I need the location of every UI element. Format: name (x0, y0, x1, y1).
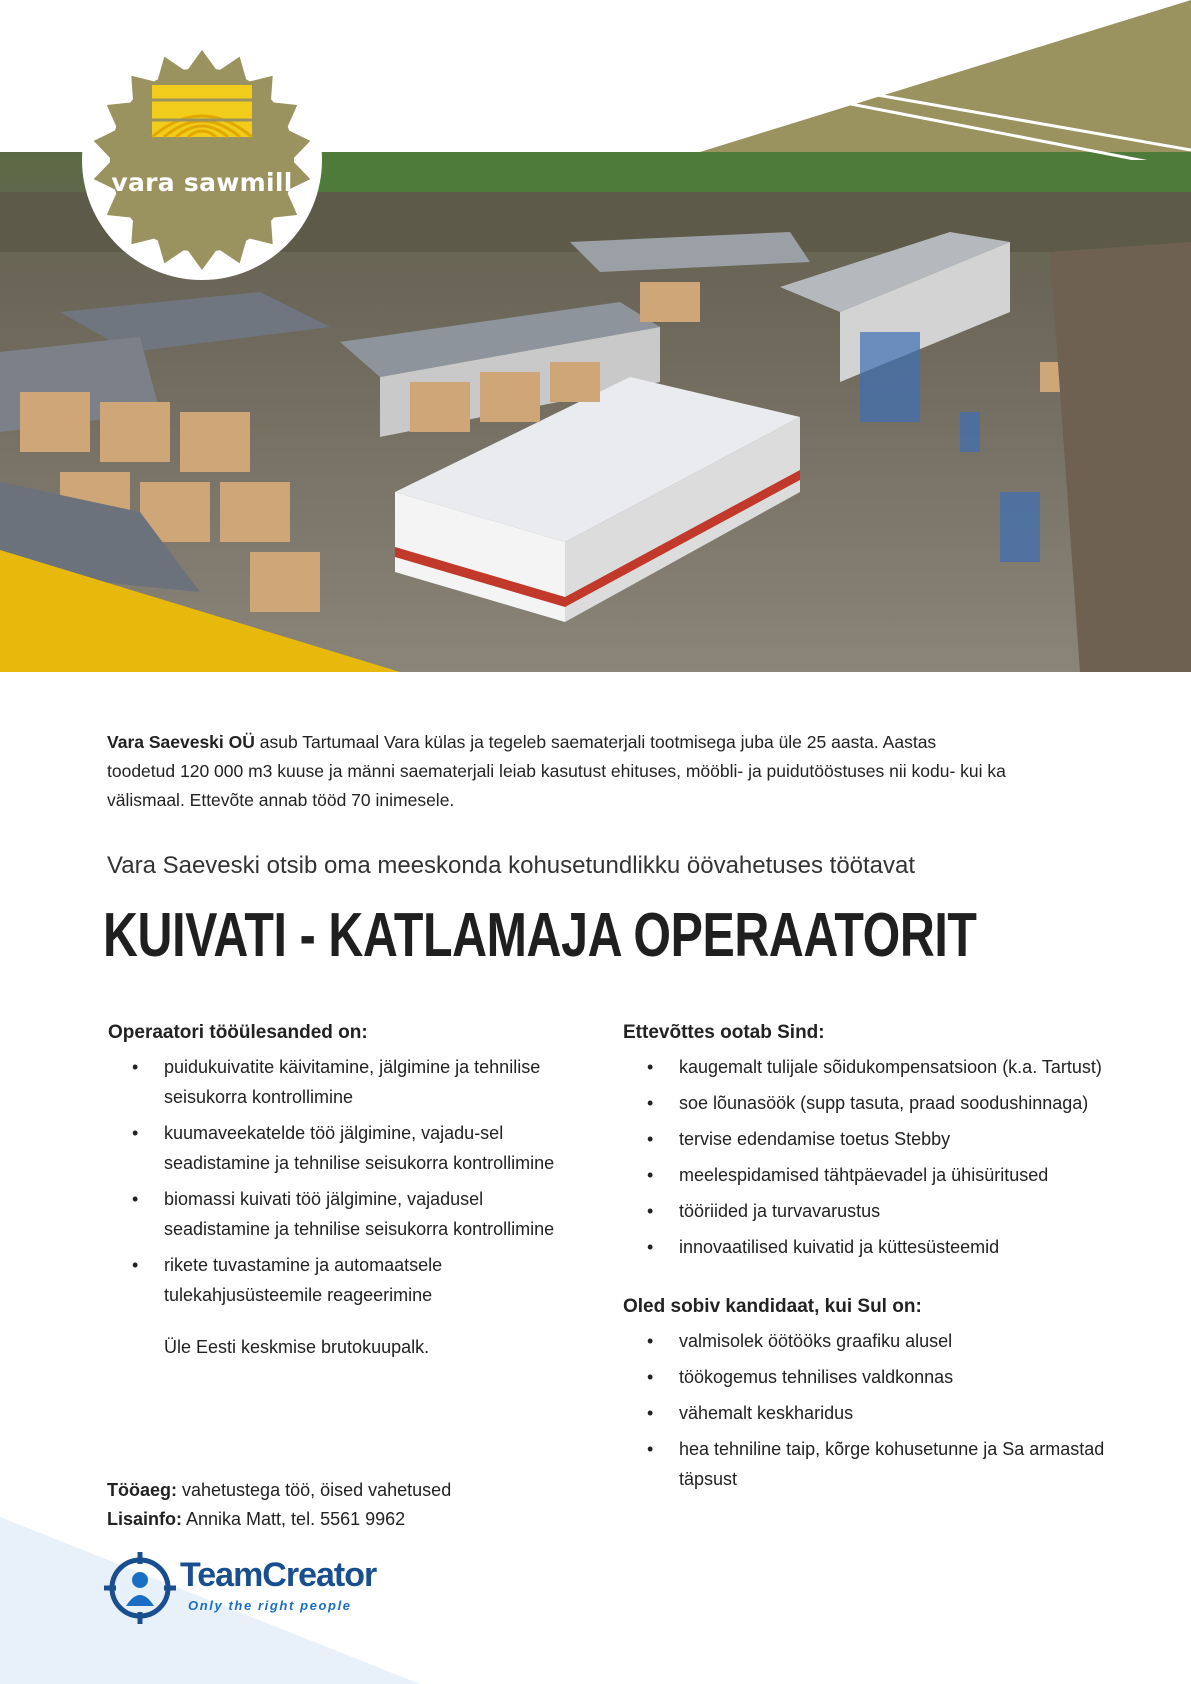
worktime-label: Tööaeg: (107, 1480, 177, 1500)
logo-text: vara sawmill (111, 168, 293, 197)
info-line (107, 1505, 451, 1534)
contact-info (107, 1476, 451, 1534)
yellow-corner-shape (0, 550, 400, 672)
duties-title: Operaatori tööülesanded on: (108, 1022, 368, 1043)
teamcreator-name: TeamCreator (180, 1556, 377, 1594)
list-item: • meelespidamised tähtpäevadel ja ühisüritused (622, 1160, 1142, 1190)
offers-section (622, 1018, 1142, 1500)
requirements-title: Oled sobiv kandidaat, kui Sul on: (623, 1296, 922, 1317)
duties-list (107, 1052, 567, 1310)
list-item: • vähemalt keskharidus (622, 1398, 1142, 1428)
info-value: Annika Matt, tel. 5561 9962 (182, 1509, 406, 1529)
info-label: Lisainfo: (107, 1509, 182, 1529)
list-item: • soe lõunasöök (supp tasuta, praad soodushinnaga) (622, 1088, 1142, 1118)
worktime-value: vahetustega töö, öised vahetused (177, 1480, 452, 1500)
list-item: • rikete tuvastamine ja automaatsele tulekahjusüsteemile reageerimine (107, 1250, 567, 1310)
intro-text: asub Tartumaal Vara külas ja tegeleb saematerjali tootmisega juba üle 25 aasta. Aastas toodetud 120 000 m3 kuuse ja männi saematerjali leiab kasutust ehituses, mööbli- ja puidutööstuses nii kodu- kui ka välismaal. Ettevõte annab tööd 70 inimesele. (107, 732, 1006, 810)
salary-note: Üle Eesti keskmise brutokuupalk. (164, 1337, 430, 1357)
offers-list (622, 1052, 1142, 1262)
worktime-line (107, 1476, 451, 1505)
saw-blade-icon (82, 40, 322, 280)
list-item: • puidukuivatite käivitamine, jälgimine ja tehnilise seisukorra kontrollimine (107, 1052, 567, 1112)
target-person-icon (104, 1550, 184, 1630)
job-title: KUIVATI - KATLAMAJA OPERAATORIT (103, 901, 977, 970)
company-intro (107, 728, 1007, 815)
hero-section (0, 0, 1191, 672)
list-item: • valmisolek öötööks graafiku alusel (622, 1326, 1142, 1356)
company-name: Vara Saeveski OÜ (107, 732, 255, 752)
list-item: • tervise edendamise toetus Stebby (622, 1124, 1142, 1154)
content-section (0, 672, 1191, 1684)
list-item: • biomassi kuivati töö jälgimine, vajadusel seadistamine ja tehnilise seisukorra kontrollimine (107, 1184, 567, 1244)
requirements-list (622, 1326, 1142, 1494)
offers-title: Ettevõttes ootab Sind: (623, 1022, 825, 1043)
list-item: • hea tehniline taip, kõrge kohusetunne ja Sa armastad täpsust (622, 1434, 1142, 1494)
teamcreator-tagline: Only the right people (188, 1598, 352, 1613)
list-item: • kuumaveekatelde töö jälgimine, vajadu-sel seadistamine ja tehnilise seisukorra kontrollimine (107, 1118, 567, 1178)
teamcreator-logo (104, 1550, 384, 1630)
list-item: • töökogemus tehnilises valdkonnas (622, 1362, 1142, 1392)
duties-section (107, 1018, 567, 1362)
lead-text: Vara Saeveski otsib oma meeskonda kohusetundlikku öövahetuses töötavat (107, 852, 916, 879)
list-item: • tööriided ja turvavarustus (622, 1196, 1142, 1226)
vara-sawmill-logo (82, 40, 322, 280)
list-item: • kaugemalt tulijale sõidukompensatsioon (k.a. Tartust) (622, 1052, 1142, 1082)
list-item: • innovaatilised kuivatid ja küttesüsteemid (622, 1232, 1142, 1262)
